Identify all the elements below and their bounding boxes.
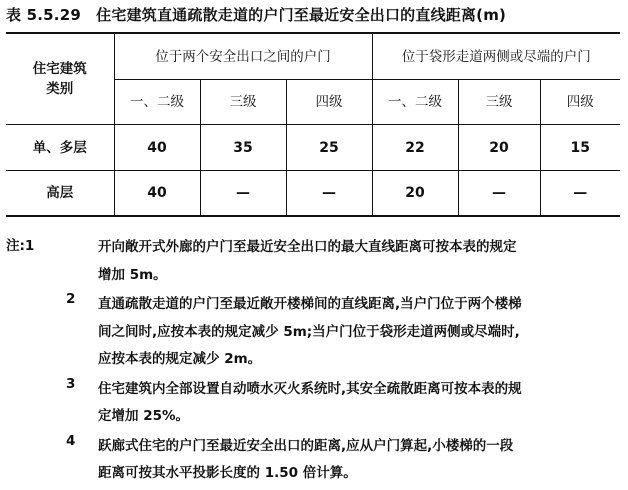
- sub-header: 一、二级: [372, 80, 458, 125]
- table-cell: —: [200, 171, 286, 217]
- notes: [6, 234, 622, 490]
- note-line: 距离可按其水平投影长度的 1.50 倍计算。: [98, 465, 357, 481]
- distance-table: [6, 32, 620, 217]
- sub-header: 三级: [200, 80, 286, 125]
- table-caption: 表 5.5.29 住宅建筑直通疏散走道的户门至最近安全出口的直线距离(m): [6, 6, 507, 24]
- note-2: [6, 291, 622, 374]
- note-number: 2: [66, 291, 76, 307]
- note-number: 注:1: [6, 238, 35, 254]
- note-line: 开向敞开式外廊的户门至最近安全出口的最大直线距离可按本表的规定: [98, 239, 517, 255]
- note-line: 跃廊式住宅的户门至最近安全出口的距离,应从户门算起,小楼梯的一段: [98, 437, 514, 454]
- note-line: 应按本表的规定减少 2m。: [98, 351, 262, 367]
- table-cell: 40: [114, 125, 200, 171]
- sub-header: 一、二级: [114, 80, 200, 125]
- note-1: [6, 234, 622, 289]
- sub-header: 四级: [540, 80, 620, 125]
- table-cell: 22: [372, 125, 458, 171]
- table-cell: 20: [458, 125, 540, 171]
- note-number: 4: [66, 432, 76, 449]
- note-line: 住宅建筑内全部设置自动喷水灭火系统时,其安全疏散距离可按本表的规: [98, 380, 522, 397]
- table-cell: —: [540, 171, 620, 217]
- table-cell: —: [458, 171, 540, 217]
- table-cell: 40: [114, 171, 200, 217]
- note-line: 间之间时,应按本表的规定减少 5m;当户门位于袋形走道两侧或尽端时,: [98, 323, 520, 340]
- sub-header: 四级: [286, 80, 372, 125]
- sub-header: 三级: [458, 80, 540, 125]
- note-number: 3: [66, 375, 76, 392]
- table-cell: —: [286, 171, 372, 217]
- note-line: 增加 5m。: [98, 266, 167, 283]
- row-label: 单、多层: [6, 125, 114, 171]
- table-cell: 35: [200, 125, 286, 171]
- note-line: 直通疏散走道的户门至最近敞开楼梯间的直线距离,当户门位于两个楼梯: [98, 296, 522, 312]
- note-4: [6, 433, 622, 488]
- note-3: [6, 376, 622, 431]
- group-header-between-exits: 位于两个安全出口之间的户门: [114, 33, 372, 80]
- category-header: 住宅建筑 类别: [6, 33, 114, 125]
- table-row: [6, 125, 620, 171]
- table-cell: 15: [540, 125, 620, 171]
- table-row: [6, 171, 620, 217]
- table-cell: 25: [286, 125, 372, 171]
- row-label: 高层: [6, 171, 114, 217]
- table-cell: 20: [372, 171, 458, 217]
- group-header-dead-end: 位于袋形走道两侧或尽端的户门: [372, 33, 620, 80]
- note-line: 定增加 25%。: [98, 408, 190, 424]
